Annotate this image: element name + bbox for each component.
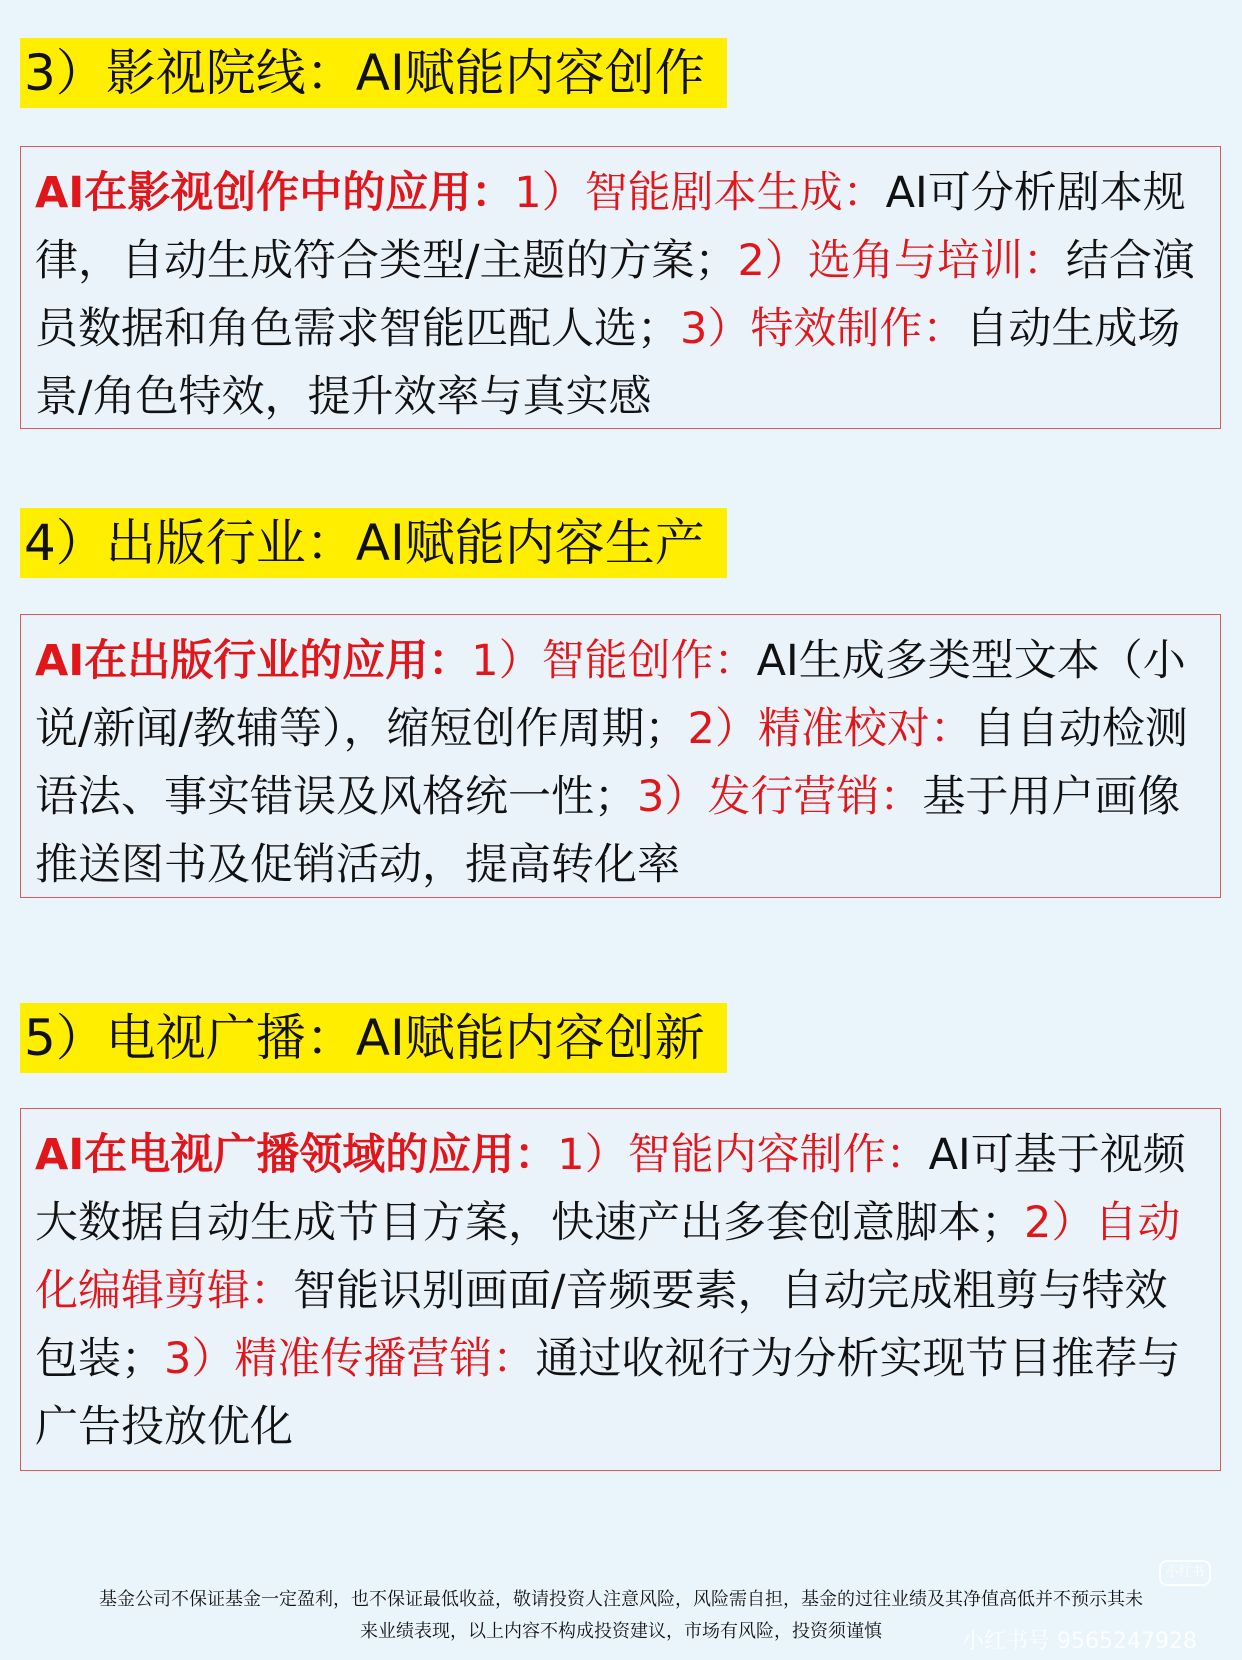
- item-text: AI可基于视频大数据自动生成节目方案，快速产出多套创意脚本；: [35, 1130, 1186, 1248]
- content-card-film: [20, 146, 1221, 429]
- item-label: 2）精准校对：: [687, 704, 973, 754]
- item-text: 结合演员数据和角色需求智能匹配人选；: [35, 236, 1195, 354]
- item-label: 1）智能创作：: [471, 636, 757, 686]
- item-label: 3）精准传播营销：: [164, 1334, 536, 1384]
- watermark-id: 小红书号 9565247928: [962, 1629, 1197, 1654]
- item-text: 自动生成场景/角色特效，提升效率与真实感: [35, 304, 1181, 422]
- item-text: 智能识别画面/音频要素，自动完成粗剪与特效包装；: [35, 1266, 1168, 1384]
- card-lead: AI在出版行业的应用：: [35, 636, 472, 686]
- item-label: 3）发行营销：: [637, 772, 923, 822]
- item-label: 2）选角与培训：: [737, 236, 1066, 286]
- watermark-logo: 小红书: [1159, 1560, 1211, 1586]
- item-text: 基于用户画像推送图书及促销活动，提高转化率: [35, 772, 1181, 890]
- card-lead: AI在影视创作中的应用：: [35, 168, 515, 218]
- section-title-publishing: 4）出版行业：AI赋能内容生产: [20, 508, 727, 578]
- item-label: 3）特效制作：: [680, 304, 966, 354]
- card-lead: AI在电视广播领域的应用：: [35, 1130, 558, 1180]
- item-label: 1）智能剧本生成：: [514, 168, 886, 218]
- item-text: AI生成多类型文本（小说/新闻/教辅等），缩短创作周期；: [35, 636, 1186, 754]
- item-label: 1）智能内容制作：: [557, 1130, 929, 1180]
- section-title-film: 3）影视院线：AI赋能内容创作: [20, 38, 727, 108]
- content-card-broadcast: [20, 1108, 1221, 1471]
- content-card-publishing: [20, 614, 1221, 898]
- item-text: 自自动检测语法、事实错误及风格统一性；: [35, 704, 1188, 822]
- item-text: 通过收视行为分析实现节目推荐与广告投放优化: [35, 1334, 1181, 1452]
- section-title-broadcast: 5）电视广播：AI赋能内容创新: [20, 1003, 727, 1073]
- item-text: AI可分析剧本规律，自动生成符合类型/主题的方案；: [35, 168, 1186, 286]
- item-label: 2）自动化编辑剪辑：: [35, 1198, 1181, 1316]
- disclaimer-line-1: 基金公司不保证基金一定盈利，也不保证最低收益，敬请投资人注意风险，风险需自担，基金的过往业绩及其净值高低并不预示其未: [99, 1589, 1143, 1610]
- disclaimer-line-2: 来业绩表现，以上内容不构成投资建议，市场有风险，投资须谨慎: [360, 1621, 882, 1642]
